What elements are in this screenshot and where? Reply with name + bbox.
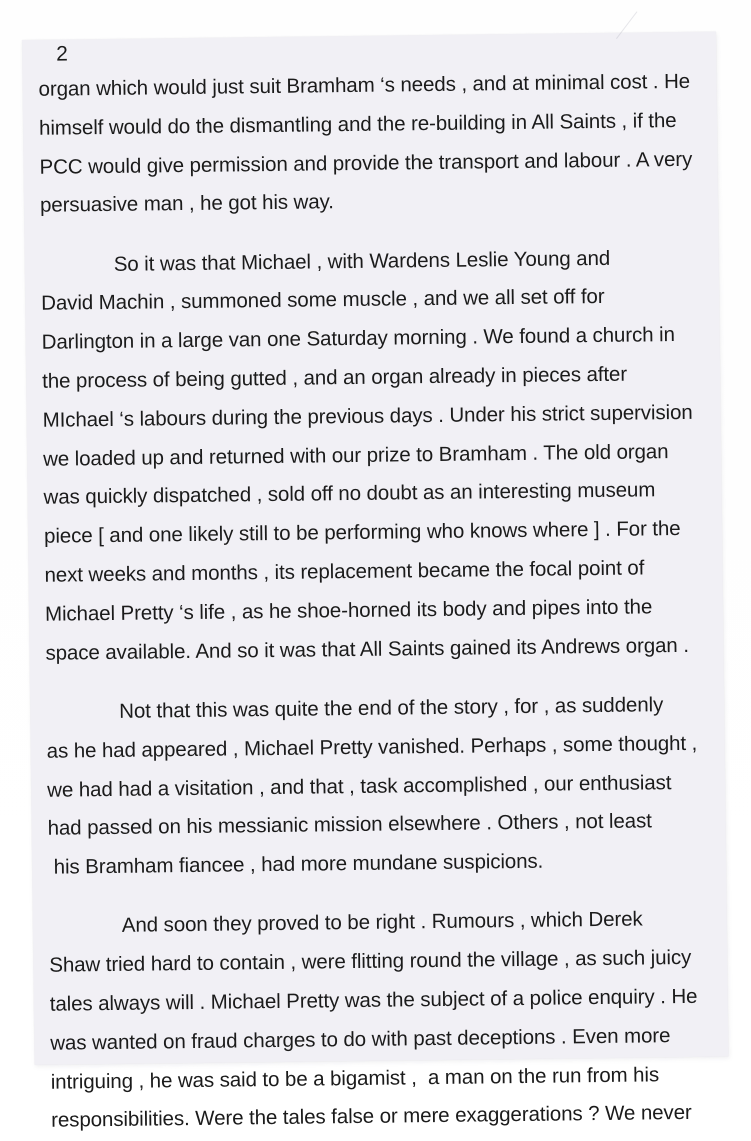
text-line: we had had a visitation , and that , task accomplished , our enthusiast bbox=[47, 770, 672, 802]
text-line: organ which would just suit Bramham ‘s needs , and at minimal cost . He bbox=[38, 69, 691, 101]
text-line: as he had appeared , Michael Pretty vanished. Perhaps , some thought , bbox=[46, 731, 698, 763]
text-line: MIchael ‘s labours during the previous days . Under his strict supervision bbox=[42, 400, 693, 432]
text-line: So it was that Michael , with Wardens Leslie Young and bbox=[113, 246, 611, 276]
text-line: had passed on his messianic mission elsewhere . Others , not least bbox=[47, 809, 652, 841]
text-line: the process of being gutted , and an organ already in pieces after bbox=[42, 362, 628, 393]
text-line: persuasive man , he got his way. bbox=[39, 190, 334, 218]
text-line: space available. And so it was that All Saints gained its Andrews organ . bbox=[45, 633, 689, 665]
text-line: David Machin , summoned some muscle , and we all set off for bbox=[41, 285, 605, 316]
scanned-page bbox=[22, 32, 728, 1133]
text-line: his Bramham fiancee , had more mundane suspicions. bbox=[47, 849, 544, 879]
text-line: we loaded up and returned with our prize to Bramham . The old organ bbox=[42, 439, 669, 471]
document-text bbox=[38, 63, 729, 1141]
page-number: 2 bbox=[56, 42, 69, 66]
text-line: himself would do the dismantling and the re-building in All Saints , if the bbox=[38, 108, 677, 140]
text-line: Michael Pretty ‘s life , as he shoe-horned its body and pipes into the bbox=[44, 595, 653, 626]
text-line: was wanted on fraud charges to do with past deceptions . Even more bbox=[50, 1023, 671, 1055]
text-line: next weeks and months , its replacement became the focal point of bbox=[44, 556, 645, 587]
text-line: tales always will . Michael Pretty was the subject of a police enquiry . He bbox=[49, 984, 698, 1016]
text-line: PCC would give permission and provide the transport and labour . A very bbox=[39, 147, 693, 179]
text-line: And soon they proved to be right . Rumours , which Derek bbox=[121, 907, 643, 938]
text-line: piece [ and one likely still to be performing who knows where ] . For the bbox=[43, 517, 681, 549]
text-line: intriguing , he was said to be a bigamist , a man on the run from his bbox=[50, 1062, 660, 1094]
text-line: Darlington in a large van one Saturday morning . We found a church in bbox=[41, 323, 675, 355]
text-line: responsibilities. Were the tales false or mere exaggerations ? We never bbox=[51, 1101, 692, 1133]
text-line: was quickly dispatched , sold off no doubt as an interesting museum bbox=[43, 478, 656, 510]
text-line: Not that this was quite the end of the story , for , as suddenly bbox=[119, 693, 664, 723]
text-line: Shaw tried hard to contain , were flitting round the village , as such juicy bbox=[49, 946, 692, 977]
